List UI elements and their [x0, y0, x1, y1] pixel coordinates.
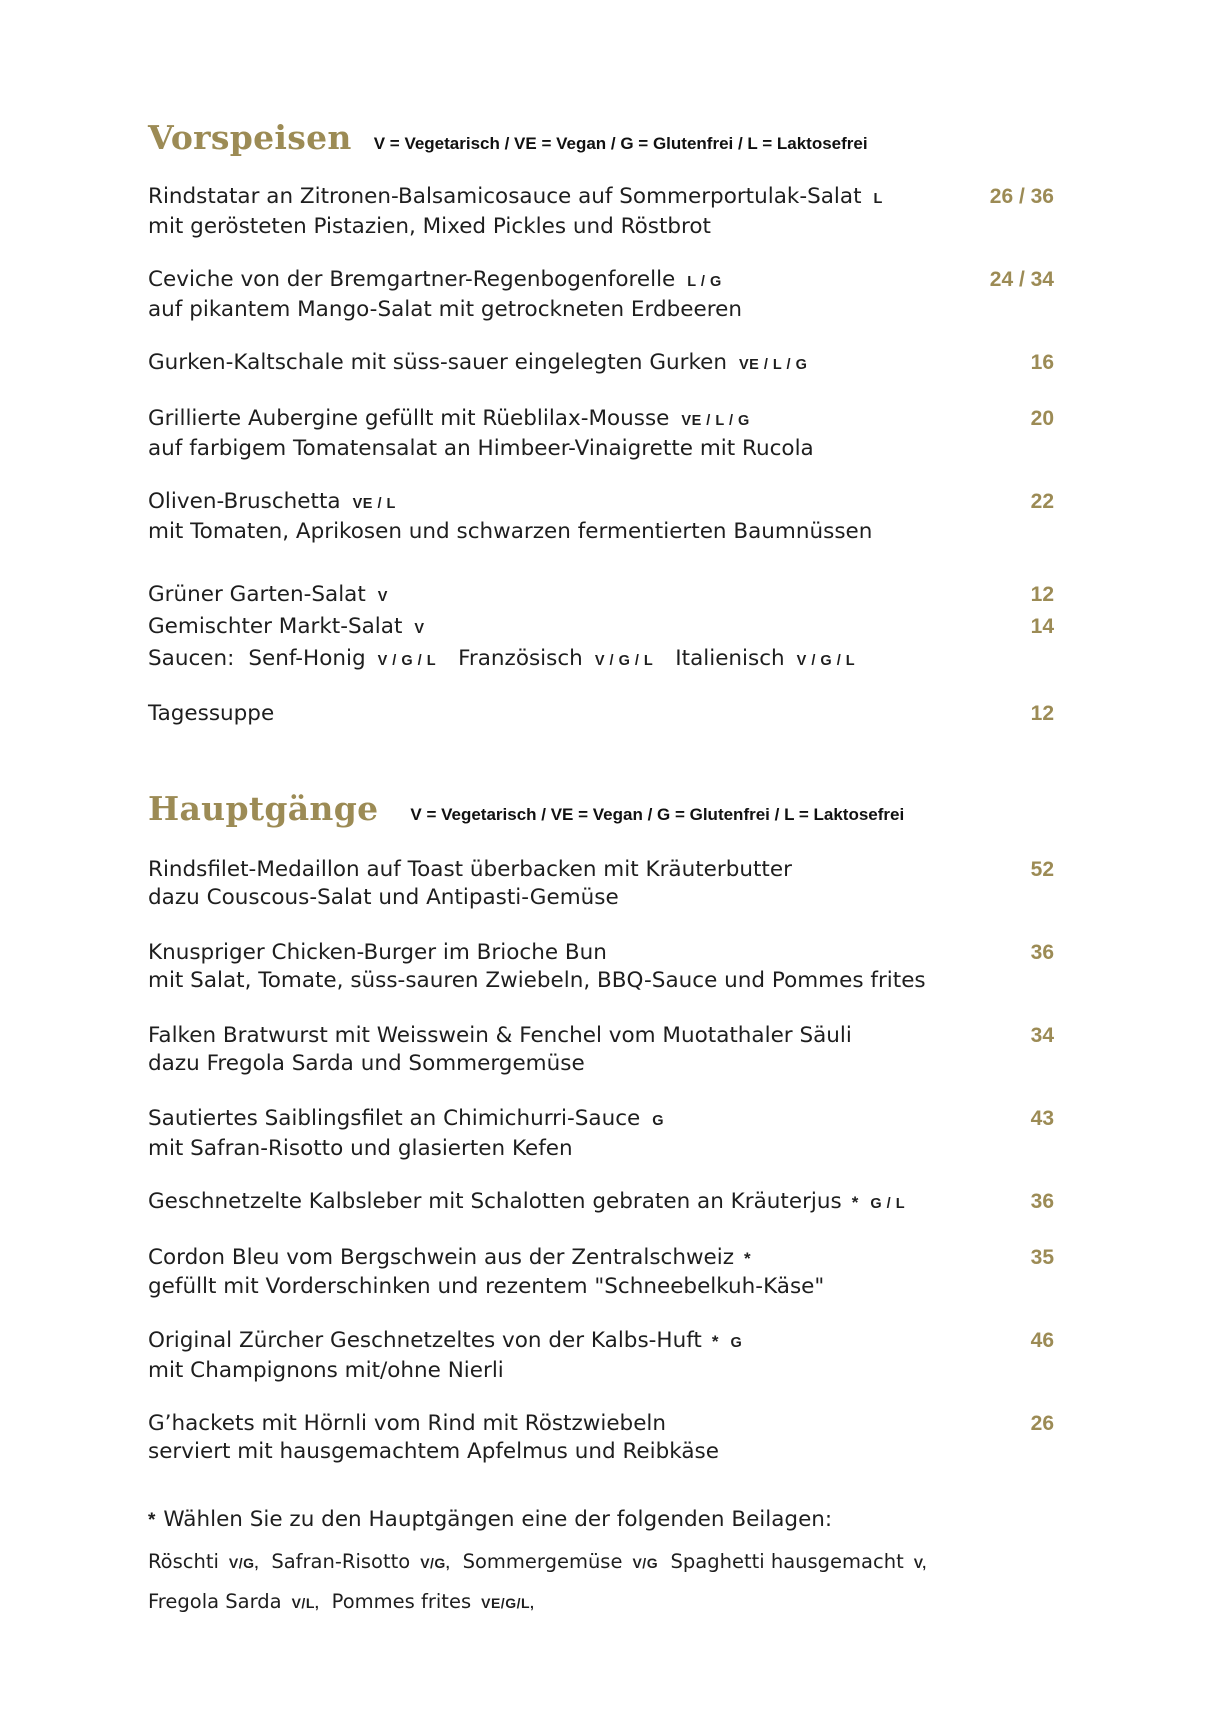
item-name: Knuspriger Chicken-Burger im Brioche Bun: [148, 940, 607, 965]
menu-item: [148, 1022, 1054, 1078]
item-name: Oliven-Bruschetta: [148, 489, 341, 514]
item-name: Original Zürcher Geschnetzeltes von der Kalbs-Huft: [148, 1328, 702, 1353]
item-description: dazu Couscous-Salat und Antipasti-Gemüse: [148, 885, 619, 910]
item-price: 34: [1030, 1024, 1054, 1047]
diet-tags: VE / L / G: [681, 413, 750, 429]
item-price: 24 / 34: [989, 268, 1054, 291]
side-name: Pommes frites: [331, 1590, 472, 1613]
menu-item: [148, 613, 1054, 643]
diet-tags: V/L,: [291, 1595, 320, 1611]
item-description: serviert mit hausgemachtem Apfelmus und Reibkäse: [148, 1439, 719, 1464]
item-description: auf pikantem Mango-Salat mit getrockneten Erdbeeren: [148, 297, 742, 322]
menu-item: [148, 1105, 1054, 1163]
starters-legend: V = Vegetarisch / VE = Vegan / G = Glutenfrei / L = Laktosefrei: [373, 134, 868, 153]
note-text: Wählen Sie zu den Hauptgängen eine der folgenden Beilagen:: [163, 1507, 833, 1532]
diet-tags: VE / L / G: [739, 357, 808, 373]
diet-tags: V / G / L: [594, 653, 654, 669]
item-description: auf farbigem Tomatensalat an Himbeer-Vinaigrette mit Rucola: [148, 436, 814, 461]
item-name: G’hackets mit Hörnli vom Rind mit Röstzwiebeln: [148, 1411, 667, 1436]
starters-title: Vorspeisen: [148, 118, 352, 157]
diet-tags: V/G,: [420, 1555, 451, 1571]
diet-tags: V,: [913, 1555, 927, 1571]
menu-item: [148, 856, 1054, 912]
side-choice-marker: *: [711, 1332, 719, 1351]
item-price: 36: [1030, 941, 1054, 964]
item-name: Gurken-Kaltschale mit süss-sauer eingelegten Gurken: [148, 350, 727, 375]
diet-tags: L: [873, 191, 883, 207]
item-price: 20: [1030, 407, 1054, 430]
sides-note: [148, 1507, 832, 1532]
item-name: Sautiertes Saiblingsfilet an Chimichurri-Sauce: [148, 1106, 641, 1131]
diet-tags: V/G: [632, 1555, 659, 1571]
menu-item: [148, 581, 1054, 611]
side-choice-marker: *: [851, 1193, 859, 1212]
item-description: gefüllt mit Vorderschinken und rezentem "Schneebelkuh-Käse": [148, 1274, 825, 1299]
item-price: 36: [1030, 1190, 1054, 1213]
menu-item: [148, 1188, 1054, 1218]
item-name: Cordon Bleu vom Bergschwein aus der Zentralschweiz: [148, 1245, 735, 1270]
mains-header: [148, 789, 904, 828]
sauce-name: Senf-Honig: [248, 646, 366, 671]
item-description: mit Tomaten, Aprikosen und schwarzen fermentierten Baumnüssen: [148, 519, 873, 544]
item-name: Grillierte Aubergine gefüllt mit Rüeblilax-Mousse: [148, 406, 670, 431]
mains-legend: V = Vegetarisch / VE = Vegan / G = Glutenfrei / L = Laktosefrei: [410, 805, 905, 824]
side-name: Röschti: [148, 1550, 219, 1573]
item-name: Gemischter Markt-Salat: [148, 614, 403, 639]
item-description: mit Salat, Tomate, süss-sauren Zwiebeln, BBQ-Sauce und Pommes frites: [148, 968, 926, 993]
diet-tags: V / G / L: [377, 653, 437, 669]
item-price: 22: [1030, 490, 1054, 513]
menu-item: [148, 266, 1054, 324]
item-price: 12: [1030, 583, 1054, 606]
item-description: mit Champignons mit/ohne Nierli: [148, 1358, 504, 1383]
menu-item: [148, 1244, 1054, 1301]
menu-item: [148, 349, 1054, 379]
diet-tags: V: [377, 589, 388, 605]
menu-item: [148, 700, 1054, 728]
item-name: Falken Bratwurst mit Weisswein & Fenchel vom Muotathaler Säuli: [148, 1023, 852, 1048]
sauces-row: [148, 645, 1054, 675]
item-price: 46: [1030, 1329, 1054, 1352]
diet-tags: G: [652, 1113, 665, 1129]
menu-item: [148, 405, 1054, 463]
menu-item: [148, 939, 1054, 995]
item-name: Rindsfilet-Medaillon auf Toast überbacken mit Kräuterbutter: [148, 857, 792, 882]
item-price: 14: [1030, 615, 1054, 638]
menu-item: [148, 488, 1054, 546]
menu-item: [148, 183, 1054, 241]
diet-tags: VE/G/L,: [481, 1595, 535, 1611]
sides-list: [148, 1550, 927, 1573]
mains-title: Hauptgänge: [148, 789, 379, 828]
item-name: Tagessuppe: [148, 701, 275, 726]
diet-tags: V/G,: [228, 1555, 259, 1571]
sauce-name: Italienisch: [675, 646, 785, 671]
side-name: Spaghetti hausgemacht: [670, 1550, 904, 1573]
menu-item: [148, 1410, 1054, 1466]
note-marker: *: [148, 1510, 156, 1531]
diet-tags: VE / L: [352, 496, 396, 512]
item-price: 16: [1030, 351, 1054, 374]
menu-item: [148, 1327, 1054, 1385]
item-description: mit Safran-Risotto und glasierten Kefen: [148, 1136, 573, 1161]
diet-tags: V: [414, 621, 425, 637]
diet-tags: L / G: [687, 274, 722, 290]
sauce-name: Französisch: [458, 646, 583, 671]
item-price: 43: [1030, 1107, 1054, 1130]
item-price: 35: [1030, 1246, 1054, 1269]
side-name: Sommergemüse: [462, 1550, 623, 1573]
side-choice-marker: *: [744, 1249, 751, 1268]
side-name: Safran-Risotto: [271, 1550, 411, 1573]
sauces-label: Saucen:: [148, 646, 235, 671]
starters-header: [148, 118, 868, 157]
side-name: Fregola Sarda: [148, 1590, 282, 1613]
item-price: 26 / 36: [989, 185, 1054, 208]
item-name: Geschnetzelte Kalbsleber mit Schalotten gebraten an Kräuterjus: [148, 1189, 842, 1214]
diet-tags: G: [730, 1335, 743, 1351]
diet-tags: V / G / L: [796, 653, 856, 669]
sides-list: [148, 1590, 534, 1613]
item-description: mit gerösteten Pistazien, Mixed Pickles und Röstbrot: [148, 214, 711, 239]
item-name: Rindstatar an Zitronen-Balsamicosauce auf Sommerportulak-Salat: [148, 184, 862, 209]
item-name: Grüner Garten-Salat: [148, 582, 366, 607]
diet-tags: G / L: [870, 1196, 906, 1212]
item-name: Ceviche von der Bremgartner-Regenbogenforelle: [148, 267, 676, 292]
item-price: 26: [1030, 1412, 1054, 1435]
item-price: 12: [1030, 702, 1054, 725]
item-description: dazu Fregola Sarda und Sommergemüse: [148, 1051, 585, 1076]
item-price: 52: [1030, 858, 1054, 881]
